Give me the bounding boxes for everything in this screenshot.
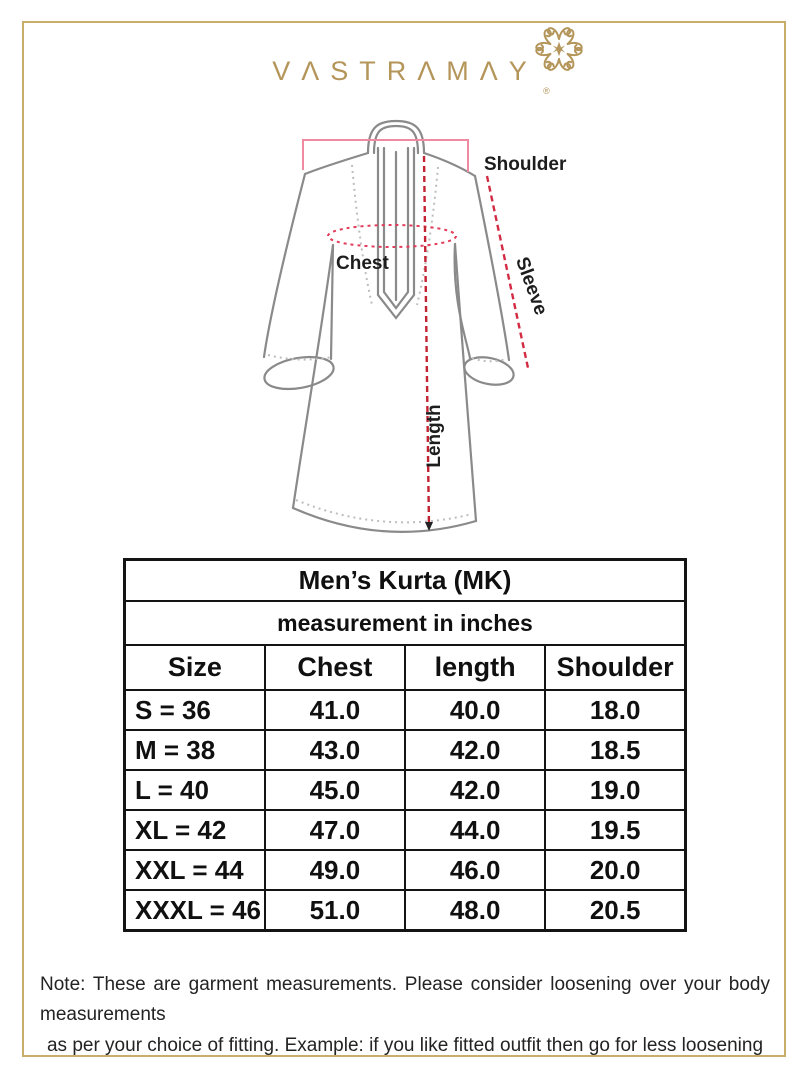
table-title-row — [125, 560, 686, 602]
shoulder-cell: 18.5 — [545, 730, 685, 770]
registered-trademark-icon: ® — [543, 86, 550, 96]
size-cell: XL = 42 — [125, 810, 265, 850]
column-header-shoulder: Shoulder — [545, 645, 685, 690]
size-cell: S = 36 — [125, 690, 265, 730]
table-title: Men’s Kurta (MK) — [125, 560, 686, 602]
table-header-row — [125, 645, 686, 690]
shoulder-measure-line — [303, 140, 468, 172]
floral-mandala-icon — [532, 22, 586, 76]
shoulder-label: Shoulder — [484, 154, 567, 175]
shoulder-cell: 18.0 — [545, 690, 685, 730]
shoulder-cell: 19.0 — [545, 770, 685, 810]
chest-cell: 41.0 — [265, 690, 405, 730]
table-row — [125, 890, 686, 931]
chest-cell: 45.0 — [265, 770, 405, 810]
chest-cell: 49.0 — [265, 850, 405, 890]
length-cell: 48.0 — [405, 890, 545, 931]
length-label: Length — [424, 404, 445, 468]
chest-label: Chest — [336, 253, 389, 274]
chest-cell: 43.0 — [265, 730, 405, 770]
sleeve-label: Sleeve — [511, 254, 552, 319]
table-row — [125, 770, 686, 810]
stitch-dotted-lines — [268, 165, 506, 522]
shoulder-cell: 20.5 — [545, 890, 685, 931]
brand-wordmark: VΛSTRΛMΛY — [272, 56, 538, 86]
brand-logo — [272, 56, 550, 96]
column-header-chest: Chest — [265, 645, 405, 690]
note-line: Note: These are garment measurements. Please consider loosening over your body measurements — [40, 974, 770, 1026]
kurta-outline — [262, 121, 516, 532]
size-cell: L = 40 — [125, 770, 265, 810]
length-cell: 46.0 — [405, 850, 545, 890]
length-cell: 42.0 — [405, 730, 545, 770]
shoulder-cell: 19.5 — [545, 810, 685, 850]
length-cell: 44.0 — [405, 810, 545, 850]
size-cell: XXL = 44 — [125, 850, 265, 890]
size-cell: XXXL = 46 — [125, 890, 265, 931]
measurement-note — [40, 970, 770, 1061]
table-subtitle-row — [125, 601, 686, 645]
table-row — [125, 730, 686, 770]
column-header-length: length — [405, 645, 545, 690]
note-line: as per your choice of fitting. Example: if you like fitted outfit then go for less loosening — [46, 1034, 764, 1056]
length-measure-line — [424, 156, 429, 528]
chest-cell: 47.0 — [265, 810, 405, 850]
column-header-size: Size — [125, 645, 265, 690]
shoulder-cell: 20.0 — [545, 850, 685, 890]
table-row — [125, 690, 686, 730]
table-row — [125, 850, 686, 890]
chest-measure-ellipse — [328, 225, 456, 247]
table-subtitle: measurement in inches — [125, 601, 686, 645]
length-cell: 42.0 — [405, 770, 545, 810]
kurta-measurement-diagram — [250, 118, 570, 578]
brand-header — [0, 56, 810, 96]
size-cell: M = 38 — [125, 730, 265, 770]
size-chart-table-container — [123, 558, 687, 932]
length-cell: 40.0 — [405, 690, 545, 730]
size-chart-table — [123, 558, 687, 932]
chest-cell: 51.0 — [265, 890, 405, 931]
table-row — [125, 810, 686, 850]
